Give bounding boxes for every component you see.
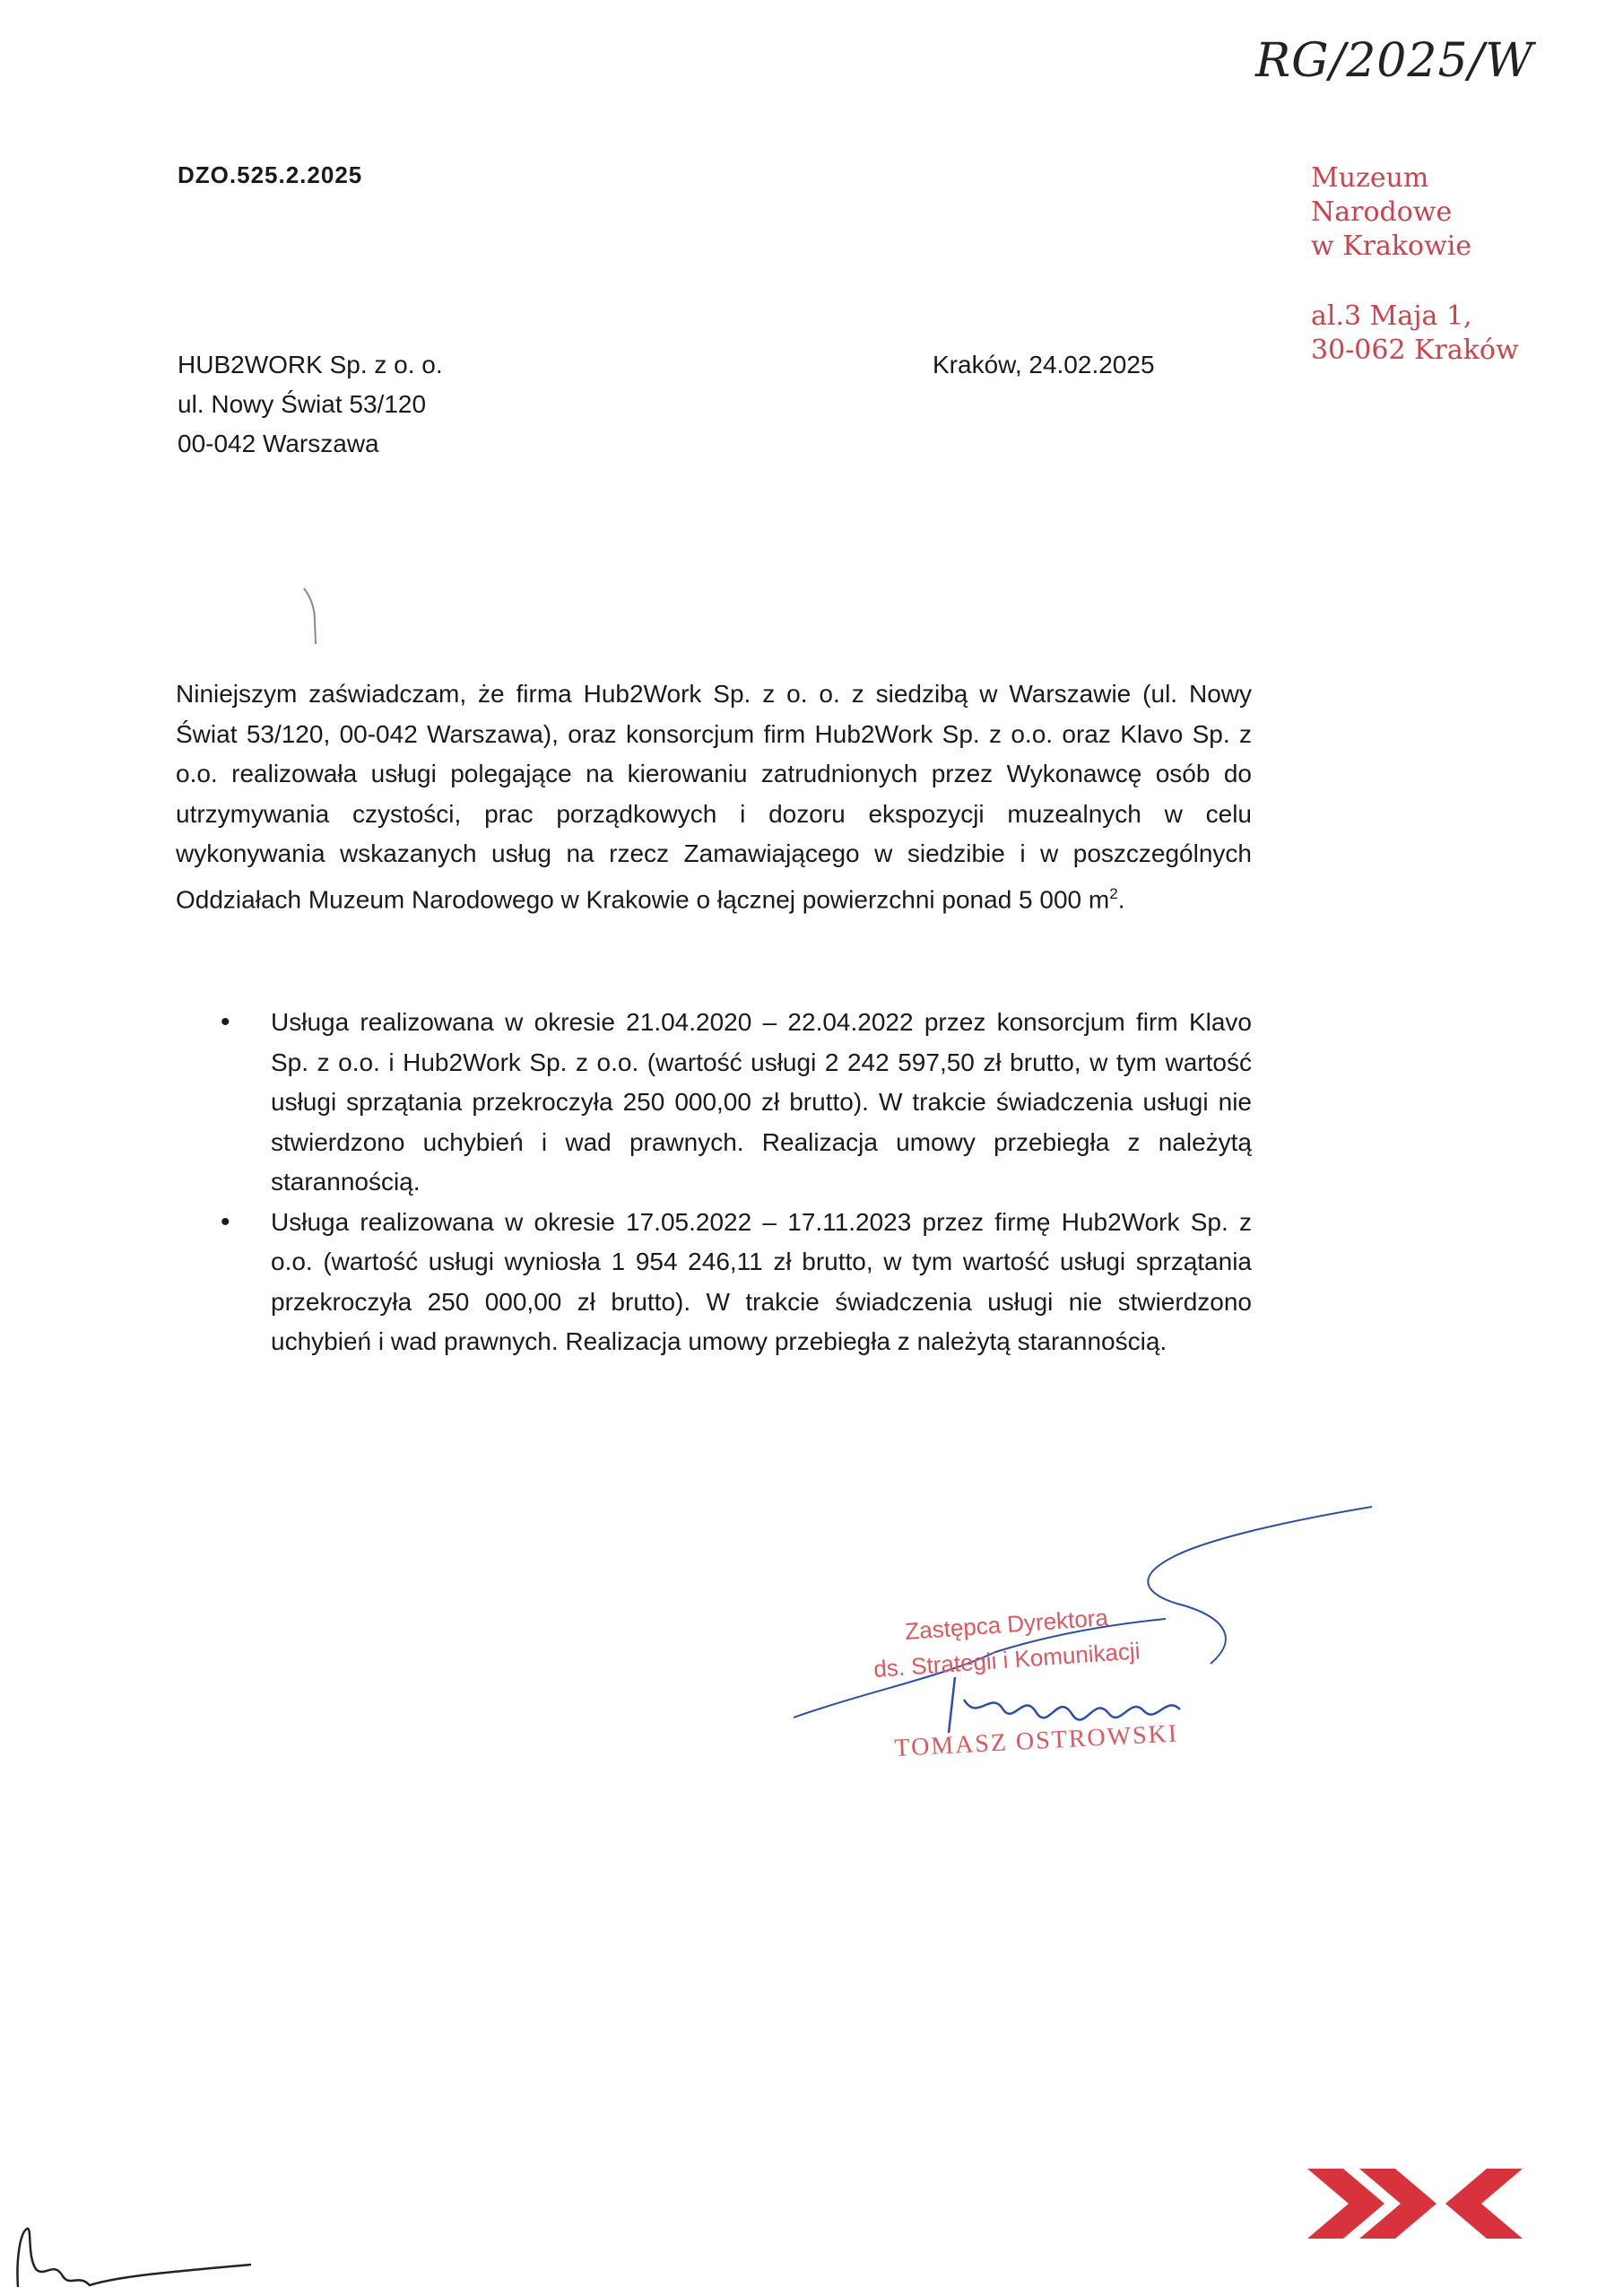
- bullet-icon: •: [221, 1206, 230, 1237]
- museum-name-line: Narodowe: [1311, 196, 1453, 228]
- bullet-icon: •: [221, 1007, 230, 1037]
- paragraph-end: .: [1117, 884, 1125, 913]
- place-and-date: Kraków, 24.02.2025: [933, 351, 1155, 378]
- recipient-line: ul. Nowy Świat 53/120: [178, 390, 427, 418]
- museum-name-line: Muzeum: [1311, 162, 1429, 194]
- recipient-line: HUB2WORK Sp. z o. o.: [178, 351, 443, 378]
- signature-stamp: [789, 1498, 1381, 1794]
- museum-name: [1311, 161, 1471, 264]
- certificate-paragraph: [176, 674, 1252, 919]
- stamp-department: ds. Strategii i Komunikacji: [872, 1637, 1141, 1683]
- list-item: [176, 1203, 1252, 1362]
- handwritten-reference: RG/2025/W: [1255, 34, 1534, 88]
- service-list: [176, 1003, 1252, 1362]
- museum-address-line: 30-062 Kraków: [1311, 335, 1519, 366]
- museum-address: [1311, 300, 1519, 368]
- museum-logo: [1307, 2169, 1523, 2239]
- museum-address-line: al.3 Maja 1,: [1311, 300, 1472, 332]
- stamp-title: Zastępca Dyrektora: [904, 1604, 1109, 1645]
- museum-name-line: w Krakowie: [1311, 230, 1472, 262]
- stamp-name: TOMASZ OSTROWSKI: [893, 1719, 1179, 1762]
- list-item-text: Usługa realizowana w okresie 17.05.2022 – 17.11.2023 przez firmę Hub2Work Sp. z o.o. (wartość usługi wyniosła 1 954 246,11 zł brutto, w tym wartość usługi sprzątania przekroczyła 250 000,00 zł brutto). W trakcie świadczenia usługi nie stwierdzono uchybień i wad prawnych. Realizacja umowy przebiegła z należytą starannością.: [271, 1207, 1252, 1355]
- recipient-address: [178, 345, 443, 464]
- list-item: [176, 1003, 1252, 1203]
- superscript: 2: [1109, 884, 1118, 902]
- handwritten-initials: [0, 2188, 260, 2296]
- pen-mark: [300, 585, 327, 648]
- paragraph-text: Niniejszym zaświadczam, że firma Hub2Work Sp. z o. o. z siedzibą w Warszawie (ul. Nowy Świat 53/120, 00-042 Warszawa), oraz konsorcjum firm Hub2Work Sp. z o.o. oraz Klavo Sp. z o.o. realizowała usługi polegające na kierowaniu zatrudnionych przez Wykonawcę osób do utrzymywania czystości, prac porządkowych i dozoru ekspozycji muzealnych w celu wykonywania wskazanych usług na rzecz Zamawiającego w siedzibie i w poszczególnych Oddziałach Muzeum Narodowego w Krakowie o łącznej powierzchni ponad 5 000 m: [176, 680, 1252, 913]
- document-number: DZO.525.2.2025: [178, 161, 363, 188]
- list-item-text: Usługa realizowana w okresie 21.04.2020 – 22.04.2022 przez konsorcjum firm Klavo Sp. z o.o. i Hub2Work Sp. z o.o. (wartość usługi 2 242 597,50 zł brutto, w tym wartość usługi sprzątania przekroczyła 250 000,00 zł brutto). W trakcie świadczenia usługi nie stwierdzono uchybień i wad prawnych. Realizacja umowy przebiegła z należytą starannością.: [271, 1008, 1252, 1196]
- recipient-line: 00-042 Warszawa: [178, 430, 379, 457]
